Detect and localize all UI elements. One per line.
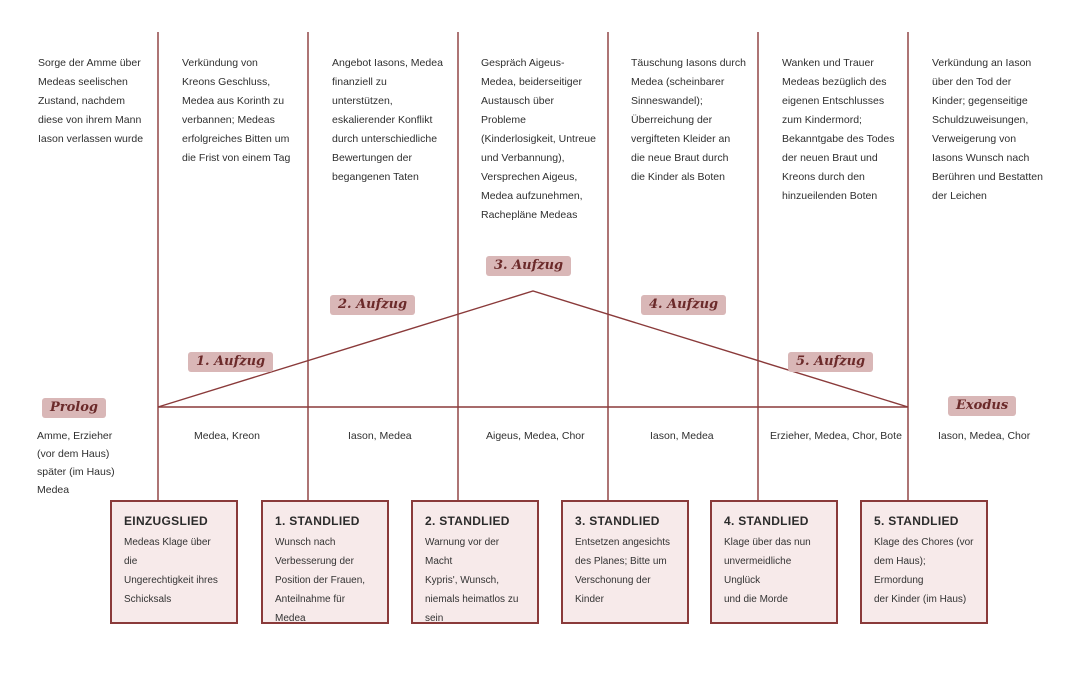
cast-act-3: Aigeus, Medea, Chor [486, 430, 585, 442]
dramatic-triangle [158, 291, 908, 407]
act-tag-1: 1. Aufzug [188, 352, 273, 372]
description-act-2: Angebot Iasons, Medea finanziell zu unterstützen, eskalierender Konflikt durch unterschiedliche Bewertungen der begangenen Taten [332, 57, 443, 183]
song-title: 5. STANDLIED [874, 514, 959, 528]
song-box-standlied-1 [261, 500, 389, 624]
song-text: Warnung vor der Macht Kypris', Wunsch, niemals heimatlos zu sein [425, 537, 519, 624]
cast-act-1: Medea, Kreon [194, 430, 260, 442]
song-title: 2. STANDLIED [425, 514, 510, 528]
description-act-5: Wanken und Trauer Medeas bezüglich des eigenen Entschlusses zum Kindermord; Bekanntgabe des Todes der neuen Braut und Kreons durch den hinzueilenden Boten [782, 57, 895, 202]
song-text: Wunsch nach Verbesserung der Position der Frauen, Anteilnahme für Medea [275, 537, 366, 624]
prolog-tag: Prolog [42, 398, 106, 418]
song-title: 1. STANDLIED [275, 514, 360, 528]
song-title: EINZUGSLIED [124, 514, 208, 528]
act-tag-5: 5. Aufzug [788, 352, 873, 372]
song-title: 4. STANDLIED [724, 514, 809, 528]
cast-prolog: Amme, Erzieher (vor dem Haus) später (im Haus) Medea [37, 430, 115, 496]
song-title: 3. STANDLIED [575, 514, 660, 528]
cast-act-4: Iason, Medea [650, 430, 714, 442]
description-prolog: Sorge der Amme über Medeas seelischen Zustand, nachdem diese von ihrem Mann Iason verlassen wurde [38, 57, 144, 145]
act-tag-4: 4. Aufzug [641, 295, 726, 315]
song-text: Klage über das nun unvermeidliche Unglück und die Morde [724, 537, 811, 605]
cast-act-5: Erzieher, Medea, Chor, Bote [770, 430, 902, 442]
description-act-1: Verkündung von Kreons Geschluss, Medea aus Korinth zu verbannen; Medeas erfolgreiches Bitten um die Frist von einem Tag [182, 57, 291, 164]
cast-act-2: Iason, Medea [348, 430, 412, 442]
song-text: Klage des Chores (vor dem Haus); Ermordung der Kinder (im Haus) [874, 537, 974, 605]
act-tag-3: 3. Aufzug [486, 256, 571, 276]
exodus-tag: Exodus [948, 396, 1016, 416]
song-text: Entsetzen angesichts des Planes; Bitte um Verschonung der Kinder [575, 537, 671, 605]
description-act-3: Gespräch Aigeus- Medea, beiderseitiger Austausch über Probleme (Kinderlosigkeit, Untreue und Verbannung), Versprechen Aigeus, Medea aufzunehmen, Rachepläne Medeas [481, 57, 596, 221]
song-box-einzugslied [110, 500, 238, 624]
description-act-4: Täuschung Iasons durch Medea (scheinbarer Sinneswandel); Überreichung der vergifteten Kleider an die neue Braut durch die Kinder als Boten [631, 57, 746, 183]
song-box-standlied-3 [561, 500, 689, 624]
song-box-standlied-4 [710, 500, 838, 624]
description-exodus: Verkündung an Iason über den Tod der Kinder; gegenseitige Schuldzuweisungen, Verweigerung von Iasons Wunsch nach Berühren und Bestatten der Leichen [932, 57, 1043, 202]
song-box-standlied-5 [860, 500, 988, 624]
song-box-standlied-2 [411, 500, 539, 624]
song-text: Medeas Klage über die Ungerechtigkeit ihres Schicksals [124, 537, 218, 605]
cast-exodus: Iason, Medea, Chor [938, 430, 1031, 442]
act-tag-2: 2. Aufzug [330, 295, 415, 315]
